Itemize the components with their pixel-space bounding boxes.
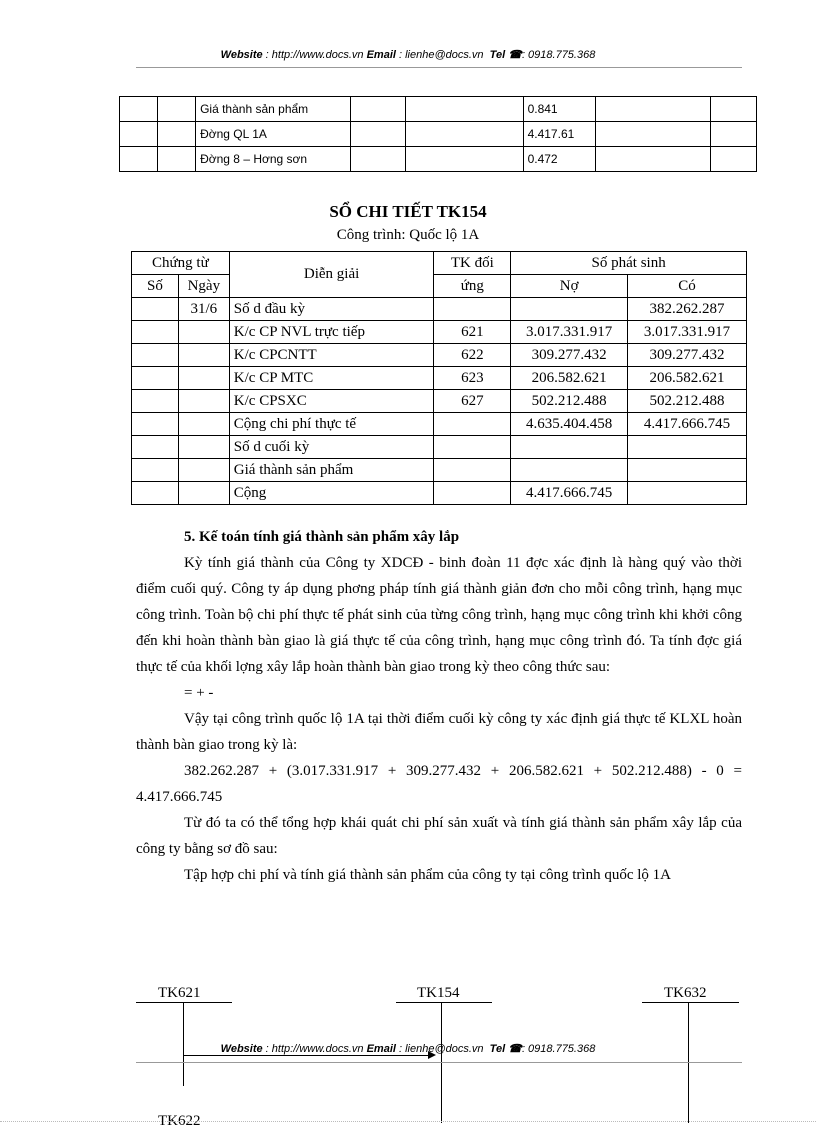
cell-contra (434, 436, 511, 459)
cell-contra (434, 298, 511, 321)
email-label: Email (366, 49, 396, 61)
cell-description: Cộng chi phí thực tế (229, 413, 434, 436)
cell-no (132, 298, 179, 321)
cell-contra: 621 (434, 321, 511, 344)
description-header: Diễn giải (229, 252, 434, 298)
contra-header: TK đối (434, 252, 511, 275)
cell-no (132, 390, 179, 413)
table-row (132, 321, 747, 344)
table-row (132, 390, 747, 413)
cell-no (132, 344, 179, 367)
account-rule (396, 1002, 492, 1003)
website-label: Website (220, 49, 263, 61)
cell-no (132, 321, 179, 344)
page-header (0, 48, 816, 61)
email-value[interactable]: lienhe@docs.vn (405, 1043, 484, 1055)
cell-date (178, 390, 229, 413)
credit-header: Có (628, 275, 747, 298)
cell-debit (511, 459, 628, 482)
account-tk632: TK632 (664, 985, 707, 1001)
ledger-subtitle: Công trình: Quốc lộ 1A (336, 227, 480, 243)
tel-value: : 0918.775.368 (521, 1043, 596, 1055)
cell-credit: 502.212.488 (628, 390, 747, 413)
cell-date: 31/6 (178, 298, 229, 321)
row-value: 0.841 (523, 97, 595, 122)
cell-no (132, 459, 179, 482)
cell-description: K/c CPCNTT (229, 344, 434, 367)
cell-description: Số d đầu kỳ (229, 298, 434, 321)
cell-debit: 4.417.666.745 (511, 482, 628, 505)
paragraph: Tập hợp chi phí và tính giá thành sản phẩm của công ty tại công trình quốc lộ 1A (184, 867, 671, 883)
cell-contra: 623 (434, 367, 511, 390)
cell-description: K/c CPSXC (229, 390, 434, 413)
account-rule (642, 1002, 739, 1003)
row-description: Giá thành sản phẩm (196, 97, 351, 122)
row-value: 4.417.61 (523, 122, 595, 147)
phone-icon: ☎ (508, 49, 522, 61)
cell-contra (434, 459, 511, 482)
table-row (132, 436, 747, 459)
ledger-title: SỔ CHI TIẾT TK154 (329, 202, 487, 221)
cell-debit: 206.582.621 (511, 367, 628, 390)
cell-no (132, 436, 179, 459)
page-footer (0, 1042, 816, 1055)
cell-date (178, 344, 229, 367)
continuation-table (119, 96, 757, 172)
cell-contra: 622 (434, 344, 511, 367)
cell-date (178, 436, 229, 459)
cell-no (132, 413, 179, 436)
voucher-header: Chứng từ (132, 252, 230, 275)
calculation: 382.262.287 + (3.017.331.917 + 309.277.432 + 206.582.621 + 502.212.488) - 0 = 4.417.666.745 (136, 763, 742, 805)
header-separator: : (395, 49, 406, 61)
cell-debit: 309.277.432 (511, 344, 628, 367)
voucher-date-header: Ngày (178, 275, 229, 298)
cell-debit: 3.017.331.917 (511, 321, 628, 344)
cell-credit (628, 482, 747, 505)
section-heading: 5. Kế toán tính giá thành sản phẩm xây lắp (184, 529, 460, 545)
paragraph: Từ đó ta có thể tổng hợp khái quát chi phí sản xuất và tính giá thành sản phẩm xây lắp của công ty bằng sơ đồ sau: (136, 815, 742, 857)
table-row (120, 122, 757, 147)
table-row (132, 298, 747, 321)
contra-header-2: ứng (434, 275, 511, 298)
tel-label: Tel (489, 49, 506, 61)
website-url[interactable]: http://www.docs.vn (271, 1043, 364, 1055)
cell-description: Cộng (229, 482, 434, 505)
page-edge (0, 1121, 816, 1122)
flow-arrow (184, 1055, 430, 1056)
account-tk621: TK621 (158, 985, 201, 1001)
cell-no (132, 482, 179, 505)
email-value[interactable]: lienhe@docs.vn (405, 49, 484, 61)
cell-no (132, 367, 179, 390)
account-rule (136, 1002, 232, 1003)
website-url[interactable]: http://www.docs.vn (271, 49, 364, 61)
table-row (132, 344, 747, 367)
header-separator: : (395, 1043, 406, 1055)
amount-header: Số phát sinh (511, 252, 747, 275)
email-label: Email (366, 1043, 396, 1055)
ledger-table (131, 251, 747, 505)
cell-credit: 206.582.621 (628, 367, 747, 390)
cell-contra (434, 482, 511, 505)
tel-label: Tel (489, 1043, 506, 1055)
row-description: Đờng QL 1A (196, 122, 351, 147)
cell-date (178, 367, 229, 390)
cell-debit (511, 436, 628, 459)
cell-contra: 627 (434, 390, 511, 413)
cell-description: K/c CP NVL trực tiếp (229, 321, 434, 344)
header-separator: : (262, 49, 272, 61)
cell-debit: 4.635.404.458 (511, 413, 628, 436)
tel-value: : 0918.775.368 (521, 49, 596, 61)
cell-debit (511, 298, 628, 321)
account-tk154: TK154 (417, 985, 460, 1001)
table-row (120, 147, 757, 172)
cell-date (178, 321, 229, 344)
table-row (132, 482, 747, 505)
formula: = + - (184, 685, 214, 701)
paragraph: Vậy tại công trình quốc lộ 1A tại thời điểm cuối kỳ công ty xác định giá thực tế KLXL hoàn thành bàn giao trong kỳ là: (136, 711, 742, 753)
voucher-no-header: Số (132, 275, 179, 298)
header-rule (136, 67, 742, 68)
cell-description: K/c CP MTC (229, 367, 434, 390)
account-tk622: TK622 (158, 1113, 201, 1129)
row-value: 0.472 (523, 147, 595, 172)
cell-credit: 382.262.287 (628, 298, 747, 321)
cell-date (178, 459, 229, 482)
website-label: Website (220, 1043, 263, 1055)
footer-rule (136, 1062, 742, 1063)
table-row (132, 459, 747, 482)
table-row (120, 97, 757, 122)
phone-icon: ☎ (508, 1043, 522, 1055)
body-text (136, 524, 742, 888)
table-row (132, 413, 747, 436)
cell-date (178, 482, 229, 505)
cell-description: Số d cuối kỳ (229, 436, 434, 459)
table-row (132, 367, 747, 390)
cell-contra (434, 413, 511, 436)
cell-description: Giá thành sản phẩm (229, 459, 434, 482)
cell-credit: 3.017.331.917 (628, 321, 747, 344)
paragraph: Kỳ tính giá thành của Công ty XDCĐ - binh đoàn 11 đợc xác định là hàng quý vào thời điểm cuối quý. Công ty áp dụng phơng pháp tính giá thành giản đơn cho mỗi công trình, hạng mục công trình. Toàn bộ chi phí thực tế phát sinh của từng công trình, hạng mục công trình khi khởi công đến khi hoàn thành bàn giao là giá thực tế của công trình, hạng mục công trình đó. Ta tính đợc giá thực tế của khối lợng xây lắp hoàn thành bàn giao trong kỳ theo công thức sau: (136, 555, 742, 675)
cell-credit: 309.277.432 (628, 344, 747, 367)
header-separator: : (262, 1043, 272, 1055)
cell-credit (628, 459, 747, 482)
debit-header: Nợ (511, 275, 628, 298)
cell-credit: 4.417.666.745 (628, 413, 747, 436)
cell-credit (628, 436, 747, 459)
cell-debit: 502.212.488 (511, 390, 628, 413)
cell-date (178, 413, 229, 436)
row-description: Đờng 8 – Hơng sơn (196, 147, 351, 172)
